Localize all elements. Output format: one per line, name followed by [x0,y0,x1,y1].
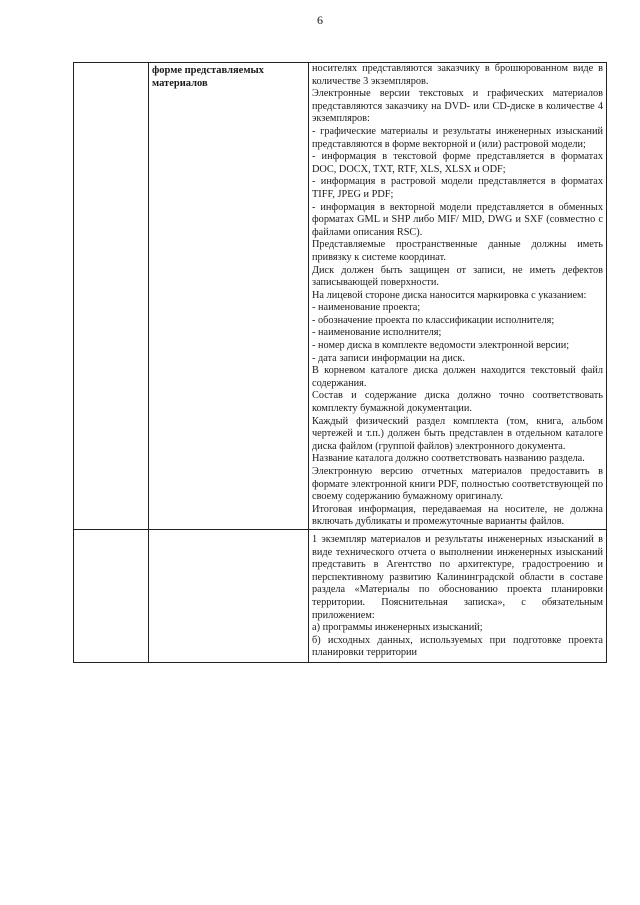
paragraph: - информация в растровой модели представляется в форматах TIFF, JPEG и PDF; [312,176,603,200]
list-item: - обозначение проекта по классификации исполнителя; [312,314,555,326]
list-item: а) программы инженерных изысканий; [312,622,483,634]
paragraph: 1 экземпляр материалов и результаты инженерных изысканий в виде технического отчета о выполнении инженерных изысканий представить в Агентство по архитектуре, градостроению и перспективному развитию Калининградской области в составе раздела «Материалы по обоснованию проекта планировки территории. Пояснительная записка», с обязательным приложением: [312,533,603,621]
table-row [74,63,607,530]
paragraph: Итоговая информация, передаваемая на носителе, не должна включать дубликаты и промежуточные варианты файлов. [312,503,603,528]
requirements-table [73,62,607,663]
paragraph: - информация в текстовой форме представляется в форматах DOC, DOCX, TXT, RTF, XLS, XLSX и ODF; [312,151,603,175]
list-item: - наименование исполнителя; [312,327,442,339]
table-row [74,529,607,662]
paragraph: Представляемые пространственные данные должны иметь привязку к системе координат. [312,239,603,263]
list-item: - номер диска в комплекте ведомости электронной версии; [312,340,570,352]
requirement-content [309,529,607,662]
requirement-label [149,529,309,662]
list-item: б) исходных данных, используемых при подготовке проекта планировки территории [312,634,603,659]
requirement-content [309,63,607,530]
paragraph: - графические материалы и результаты инженерных изысканий представляются в форме векторной и (или) растровой модели; [312,125,603,150]
requirement-label: форме представляемых материалов [149,63,309,530]
paragraph: Каждый физический раздел комплекта (том, книга, альбом чертежей и т.п.) должен быть представлен в отдельном каталоге диска файлом (группой файлов) электронного документа. [312,415,603,452]
paragraph: Название каталога должно соответствовать названию раздела. [312,453,585,465]
paragraph: Диск должен быть защищен от записи, не иметь дефектов записывающей поверхности. [312,264,603,289]
page-number: 6 [317,13,323,27]
number-cell [74,529,149,662]
paragraph: В корневом каталоге диска должен находится текстовый файл содержания. [312,365,603,389]
list-item: - наименование проекта; [312,302,421,314]
paragraph: - информация в векторной модели представляется в обменных форматах GML и SHP либо MIF/ MID, DWG и SXF (совместно с файлами описания RSC). [312,201,603,238]
paragraph: Электронную версию отчетных материалов предоставить в формате электронной книги PDF, полностью соответствующей по своему содержанию бумажному оригиналу. [312,466,603,503]
paragraph: Электронные версии текстовых и графических материалов представляются заказчику на DVD- или CD-диске в количестве 4 экземпляров: [312,88,603,125]
list-item: - дата записи информации на диск. [312,352,466,364]
paragraph: Состав и содержание диска должно точно соответствовать комплекту бумажной документации. [312,390,603,415]
paragraph: На лицевой стороне диска наносится маркировка с указанием: [312,289,587,301]
number-cell [74,63,149,530]
paragraph: носителях представляются заказчику в брошюрованном виде в количестве 3 экземпляров. [312,63,603,87]
